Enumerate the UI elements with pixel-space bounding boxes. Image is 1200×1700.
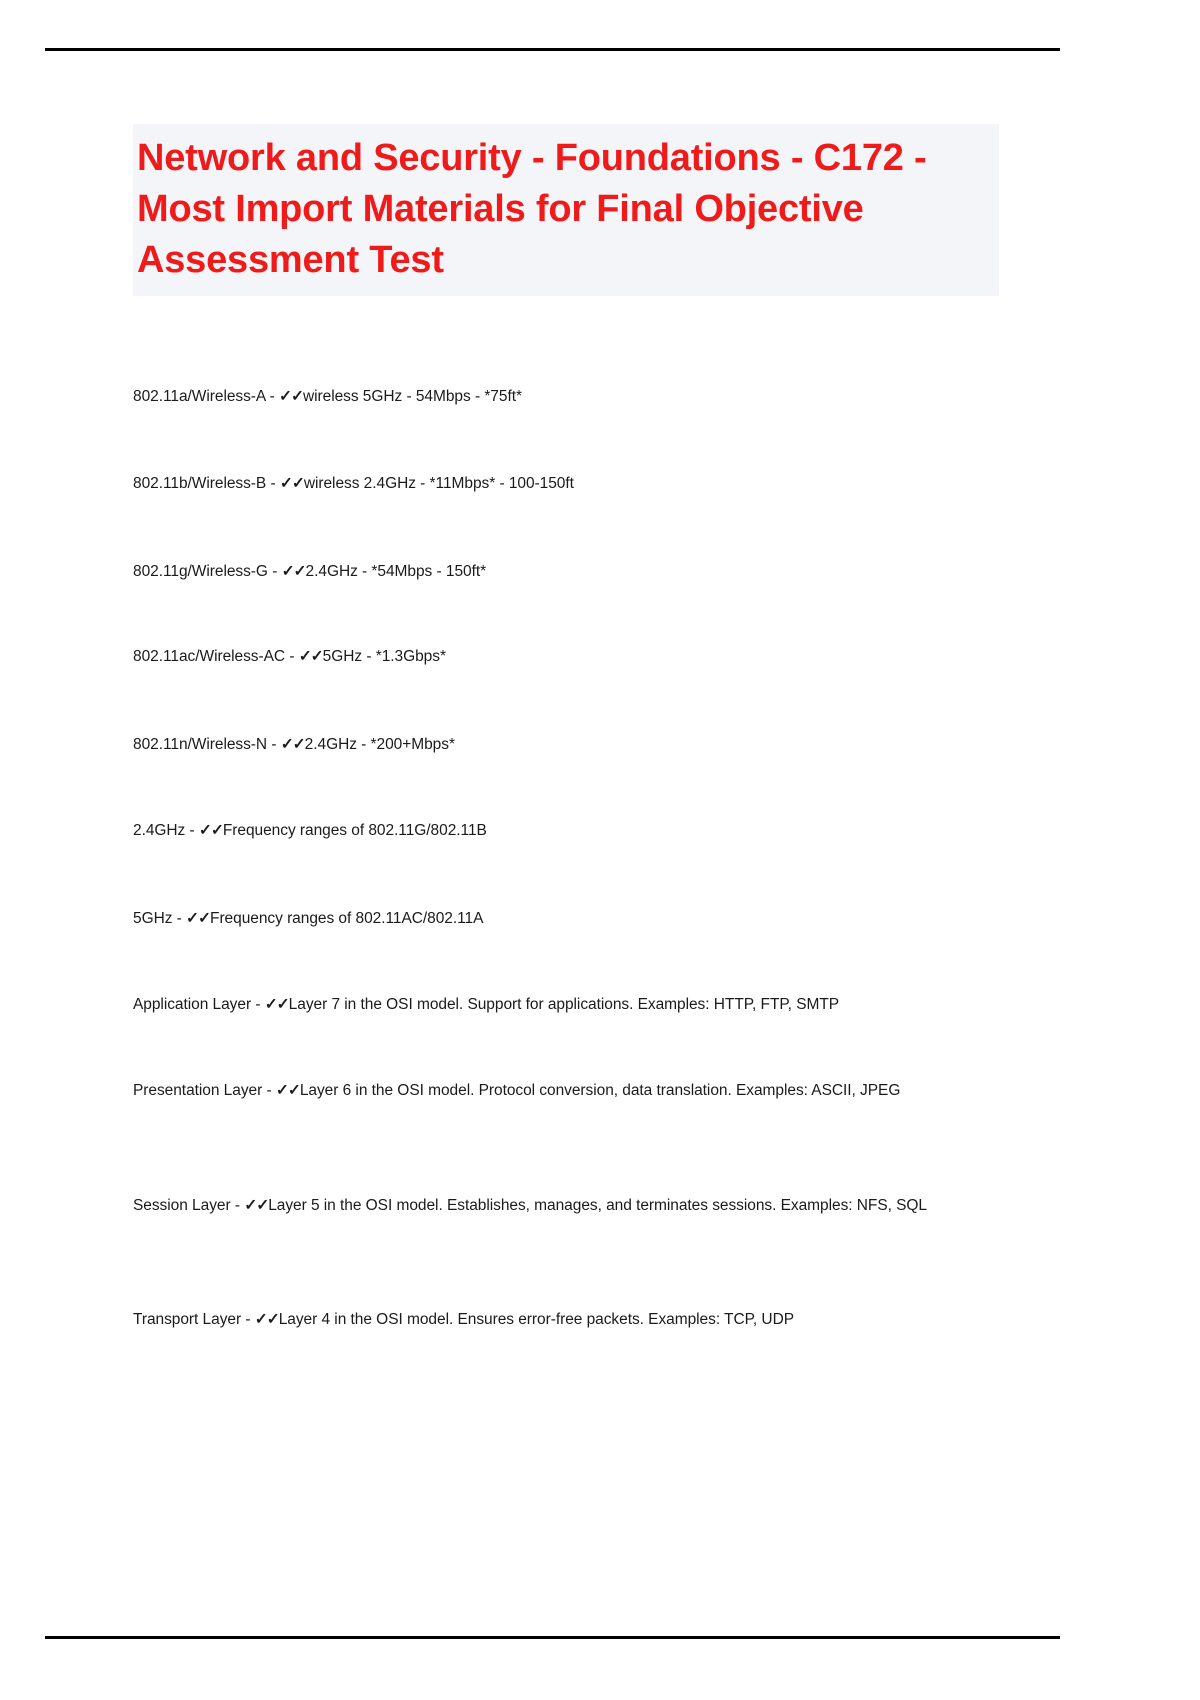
definition-text: 2.4GHz - *54Mbps - 150ft*: [305, 563, 487, 580]
definition-text: Frequency ranges of 802.11AC/802.11A: [210, 910, 484, 927]
term-label: 802.11n/Wireless-N: [133, 736, 268, 753]
study-term-list: [133, 296, 1007, 1356]
definition-text: Layer 5 in the OSI model. Establishes, manages, and terminates sessions. Examples: NFS, SQL: [268, 1197, 928, 1214]
footer-divider-rule: [45, 1636, 1060, 1639]
term-separator: -: [265, 388, 279, 405]
definition-text: 2.4GHz - *200+Mbps*: [304, 736, 455, 753]
term-label: 802.11ac/Wireless-AC: [133, 648, 286, 665]
list-item: [133, 1078, 1007, 1104]
term-label: Presentation Layer: [133, 1082, 263, 1099]
term-label: 802.11g/Wireless-G: [133, 563, 268, 580]
term-separator: -: [266, 475, 280, 492]
definition-text: wireless 5GHz - 54Mbps - *75ft*: [302, 388, 522, 405]
term-label: 2.4GHz: [133, 822, 186, 839]
list-item: [133, 906, 1007, 932]
term-separator: -: [285, 648, 299, 665]
term-separator: -: [230, 1197, 245, 1214]
list-item: [133, 559, 1007, 585]
term-label: 802.11a/Wireless-A: [133, 388, 266, 405]
document-content: [133, 124, 1007, 1356]
list-item: [133, 1307, 1007, 1333]
double-check-icon: ✓✓: [186, 910, 211, 927]
list-item: [133, 1193, 1007, 1219]
term-label: Transport Layer: [133, 1311, 242, 1328]
header-divider-rule: [45, 48, 1060, 51]
double-check-icon: ✓✓: [275, 1082, 300, 1099]
double-check-icon: ✓✓: [280, 736, 305, 753]
list-item: [133, 471, 1007, 497]
term-separator: -: [267, 563, 282, 580]
double-check-icon: ✓✓: [264, 996, 289, 1013]
double-check-icon: ✓✓: [278, 388, 303, 405]
term-separator: -: [172, 910, 187, 927]
definition-text: 5GHz - *1.3Gbps*: [322, 648, 446, 665]
double-check-icon: ✓✓: [298, 648, 323, 665]
double-check-icon: ✓✓: [254, 1311, 279, 1328]
double-check-icon: ✓✓: [279, 475, 304, 492]
double-check-icon: ✓✓: [198, 822, 223, 839]
definition-text: Frequency ranges of 802.11G/802.11B: [222, 822, 487, 839]
list-item: [133, 992, 1007, 1018]
term-separator: -: [251, 996, 265, 1013]
term-separator: -: [267, 736, 281, 753]
page-title: Network and Security - Foundations - C172 - Most Import Materials for Final Objective Assessment Test: [133, 124, 999, 296]
definition-text: Layer 7 in the OSI model. Support for applications. Examples: HTTP, FTP, SMTP: [288, 996, 840, 1013]
term-separator: -: [185, 822, 199, 839]
definition-text: Layer 6 in the OSI model. Protocol conversion, data translation. Examples: ASCII, JPEG: [299, 1082, 901, 1099]
term-separator: -: [241, 1311, 255, 1328]
list-item: [133, 644, 1007, 670]
term-separator: -: [262, 1082, 276, 1099]
list-item: [133, 384, 1007, 410]
term-label: 5GHz: [133, 910, 173, 927]
list-item: [133, 732, 1007, 758]
double-check-icon: ✓✓: [281, 563, 306, 580]
definition-text: Layer 4 in the OSI model. Ensures error-free packets. Examples: TCP, UDP: [278, 1311, 794, 1328]
term-label: Session Layer: [133, 1197, 231, 1214]
term-label: Application Layer: [133, 996, 252, 1013]
list-item: [133, 818, 1007, 844]
term-label: 802.11b/Wireless-B: [133, 475, 267, 492]
double-check-icon: ✓✓: [244, 1197, 269, 1214]
definition-text: wireless 2.4GHz - *11Mbps* - 100-150ft: [303, 475, 574, 492]
